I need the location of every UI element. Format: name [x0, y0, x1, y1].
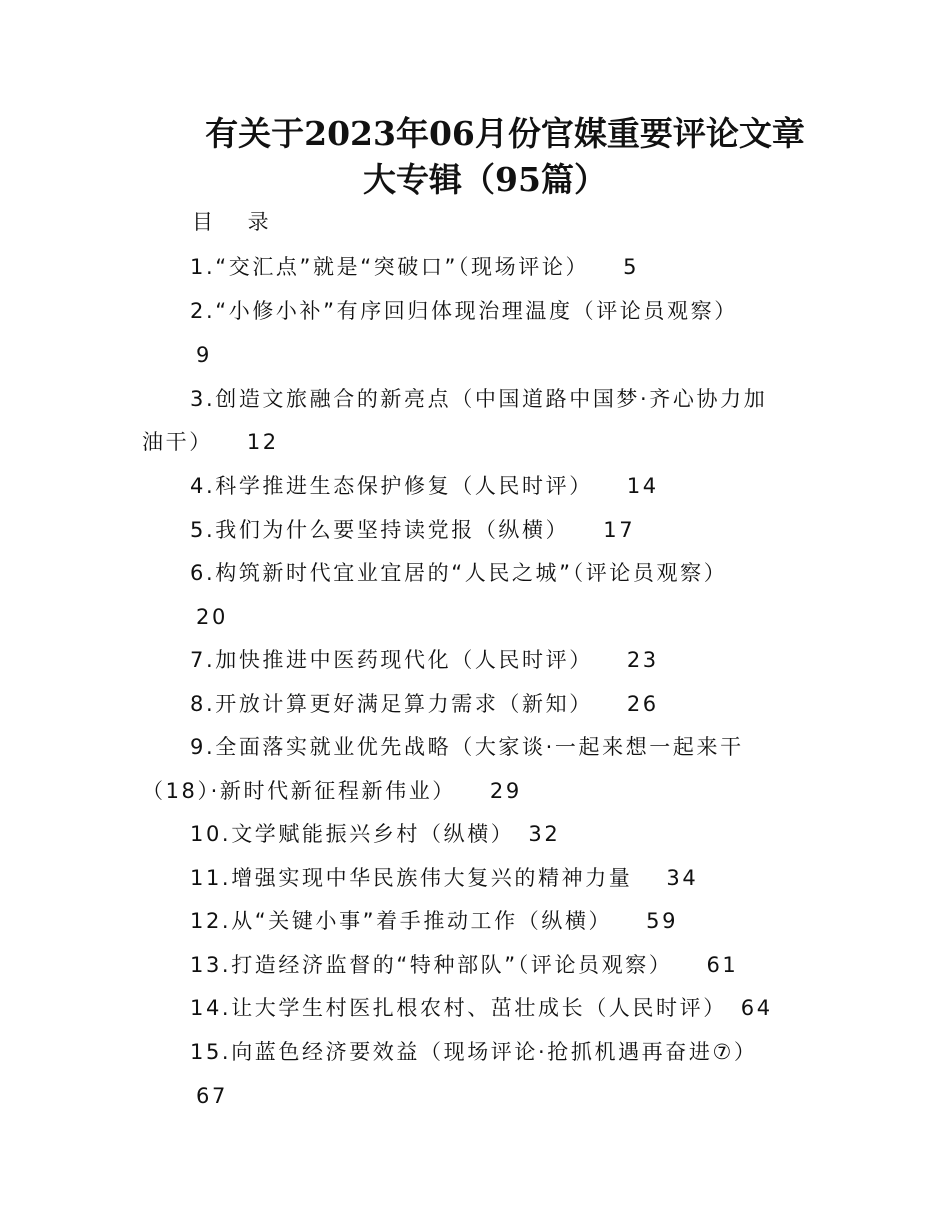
toc-entry-page: 61	[706, 953, 739, 977]
toc-entry-page: 14	[626, 474, 659, 498]
document-title-line-2: 大专辑（95篇）	[363, 160, 607, 199]
toc-entry-page: 5	[623, 255, 640, 279]
toc-entry-page: 32	[528, 822, 561, 846]
toc-entry-page: 67	[196, 1084, 228, 1108]
toc-entry-title: 4.科学推进生态保护修复（人民时评）	[190, 474, 593, 498]
toc-entry[interactable]	[190, 515, 635, 545]
toc-entry-page: 20	[196, 605, 228, 629]
toc-entry-page: 9	[196, 343, 212, 367]
toc-entry[interactable]	[190, 863, 698, 893]
toc-entry-page: 64	[740, 996, 773, 1020]
toc-entry-title: 5.我们为什么要坚持读党报（纵横）	[190, 518, 570, 542]
toc-entry[interactable]	[190, 296, 738, 326]
toc-entry-title: 6.构筑新时代宜业宜居的“人民之城”（评论员观察）	[190, 561, 728, 585]
toc-entry[interactable]	[190, 993, 773, 1023]
toc-entry[interactable]	[190, 252, 639, 282]
toc-entry[interactable]	[190, 471, 659, 501]
toc-entry-page: 34	[666, 866, 699, 890]
toc-entry[interactable]	[190, 819, 560, 849]
toc-entry-title: 3.创造文旅融合的新亮点（中国道路中国梦·齐心协力加	[190, 387, 768, 411]
toc-entry[interactable]	[190, 558, 727, 588]
toc-entry-page: 26	[626, 692, 659, 716]
toc-entry-title: 8.开放计算更好满足算力需求（新知）	[190, 692, 593, 716]
toc-entry-title: 9.全面落实就业优先战略（大家谈·一起来想一起来干	[190, 735, 744, 759]
toc-entry-page: 12	[246, 430, 279, 454]
toc-heading: 目 录	[192, 210, 283, 234]
document-title-line-1: 有关于2023年06月份官媒重要评论文章	[205, 114, 805, 153]
toc-entry-title: 13.打造经济监督的“特种部队”（评论员观察）	[190, 953, 673, 977]
toc-entry-title: 1.“交汇点”就是“突破口”（现场评论）	[190, 255, 590, 279]
toc-entry-page-wrap	[196, 1081, 228, 1111]
toc-entry-title: 15.向蓝色经济要效益（现场评论·抢抓机遇再奋进⑦）	[190, 1040, 758, 1064]
toc-entry-page: 29	[489, 779, 522, 803]
toc-entry[interactable]	[190, 950, 738, 980]
toc-entry-page: 17	[603, 518, 636, 542]
toc-entry[interactable]	[190, 906, 678, 936]
toc-entry-page: 23	[626, 648, 659, 672]
toc-entry-page-wrap	[196, 602, 228, 632]
toc-entry[interactable]	[190, 645, 659, 675]
toc-entry-title: 14.让大学生村医扎根农村、茁壮成长（人民时评）	[190, 996, 727, 1020]
toc-entry-title: 11.增强实现中华民族伟大复兴的精神力量	[190, 866, 633, 890]
toc-entry-title-continued: （18）·新时代新征程新伟业）	[142, 779, 456, 803]
toc-entry-continuation	[142, 776, 522, 806]
toc-entry-continuation	[142, 427, 279, 457]
toc-entry-title: 12.从“关键小事”着手推动工作（纵横）	[190, 909, 613, 933]
toc-entry[interactable]	[190, 1037, 758, 1067]
toc-entry[interactable]	[190, 384, 767, 414]
toc-entry[interactable]	[190, 689, 659, 719]
toc-entry-title-continued: 油干）	[142, 430, 213, 454]
toc-entry-title: 7.加快推进中医药现代化（人民时评）	[190, 648, 593, 672]
toc-entry[interactable]	[190, 732, 744, 762]
toc-entry-page: 59	[646, 909, 679, 933]
toc-entry-title: 10.文学赋能振兴乡村（纵横）	[190, 822, 515, 846]
toc-entry-page-wrap	[196, 340, 212, 370]
toc-entry-title: 2.“小修小补”有序回归体现治理温度（评论员观察）	[190, 299, 738, 323]
